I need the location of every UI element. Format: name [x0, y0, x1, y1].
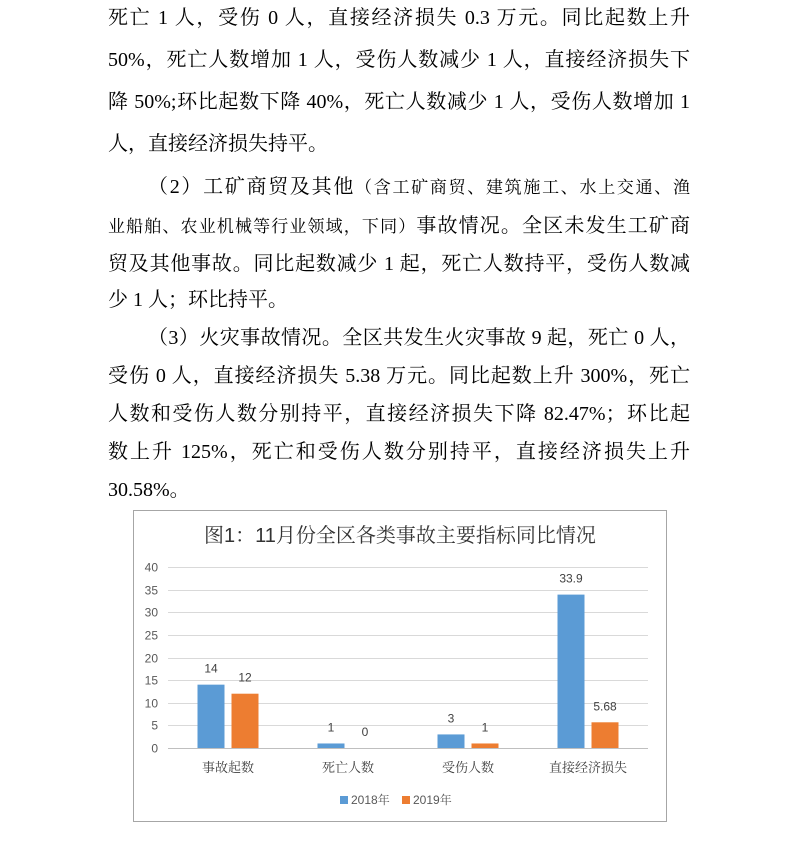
chart-title: 图1：11月份全区各类事故主要指标同比情况	[204, 525, 596, 547]
y-tick-label: 10	[144, 696, 158, 711]
x-category-label: 直接经济损失	[548, 760, 628, 775]
y-tick-label: 15	[144, 673, 158, 688]
body-line: 数上升 125%，死亡和受伤人数分别持平，直接经济损失上升	[108, 441, 690, 463]
body-line	[108, 212, 690, 240]
body-line: 死亡 1 人，受伤 0 人，直接经济损失 0.3 万元。同比起数上升	[108, 7, 690, 29]
data-label: 5.68	[593, 699, 617, 714]
y-tick-label: 25	[144, 628, 158, 643]
y-tick-label: 30	[144, 605, 158, 620]
legend-label: 2019年	[413, 793, 452, 807]
data-label: 12	[238, 670, 252, 685]
body-line: 30.58%。	[108, 479, 190, 501]
y-tick-label: 20	[144, 651, 158, 666]
body-line: 人数和受伤人数分别持平，直接经济损失下降 82.47%；环比起	[108, 403, 690, 425]
accident-comparison-bar-chart	[133, 510, 667, 822]
body-line: （3）火灾事故情况。全区共发生火灾事故 9 起，死亡 0 人，	[148, 327, 690, 349]
data-label: 3	[447, 711, 455, 726]
bar-series-0	[318, 743, 345, 748]
body-line: 50%，死亡人数增加 1 人，受伤人数减少 1 人，直接经济损失下	[108, 49, 690, 71]
y-tick-label: 35	[144, 583, 158, 598]
body-text: 事故情况。全区未发生工矿商	[416, 215, 691, 237]
section-heading: （2）工矿商贸及其他	[148, 176, 356, 198]
body-line: 少 1 人；环比持平。	[108, 289, 288, 311]
legend-swatch	[402, 796, 410, 804]
bar-series-1	[472, 743, 499, 748]
data-label: 0	[361, 725, 369, 739]
bar-series-0	[198, 685, 225, 748]
parenthetical-note: （含工矿商贸、建筑施工、水上交通、渔	[355, 178, 691, 197]
data-label: 1	[481, 720, 489, 735]
body-line	[148, 173, 690, 201]
body-line: 受伤 0 人，直接经济损失 5.38 万元。同比起数上升 300%，死亡	[108, 365, 690, 387]
bar-series-1	[232, 694, 259, 748]
y-tick-label: 0	[151, 741, 158, 756]
data-label: 14	[204, 661, 218, 676]
body-line: 人，直接经济损失持平。	[108, 133, 328, 155]
bar-series-0	[438, 734, 465, 748]
x-category-label: 死亡人数	[321, 760, 375, 775]
x-category-label: 事故起数	[201, 760, 255, 775]
parenthetical-note: 业船舶、农业机械等行业领域，下同）	[108, 217, 417, 236]
bar-series-1	[592, 722, 619, 748]
body-line: 贸及其他事故。同比起数减少 1 起，死亡人数持平，受伤人数减	[108, 253, 690, 275]
bar-series-0	[558, 595, 585, 748]
body-line: 降 50%;环比起数下降 40%，死亡人数减少 1 人，受伤人数增加 1	[108, 91, 690, 113]
y-tick-label: 40	[144, 560, 158, 575]
legend-swatch	[340, 796, 348, 804]
legend-label: 2018年	[351, 793, 390, 807]
y-tick-label: 5	[151, 718, 158, 733]
data-label: 1	[327, 720, 335, 735]
data-label: 33.9	[559, 571, 583, 586]
x-category-label: 受伤人数	[441, 760, 495, 775]
